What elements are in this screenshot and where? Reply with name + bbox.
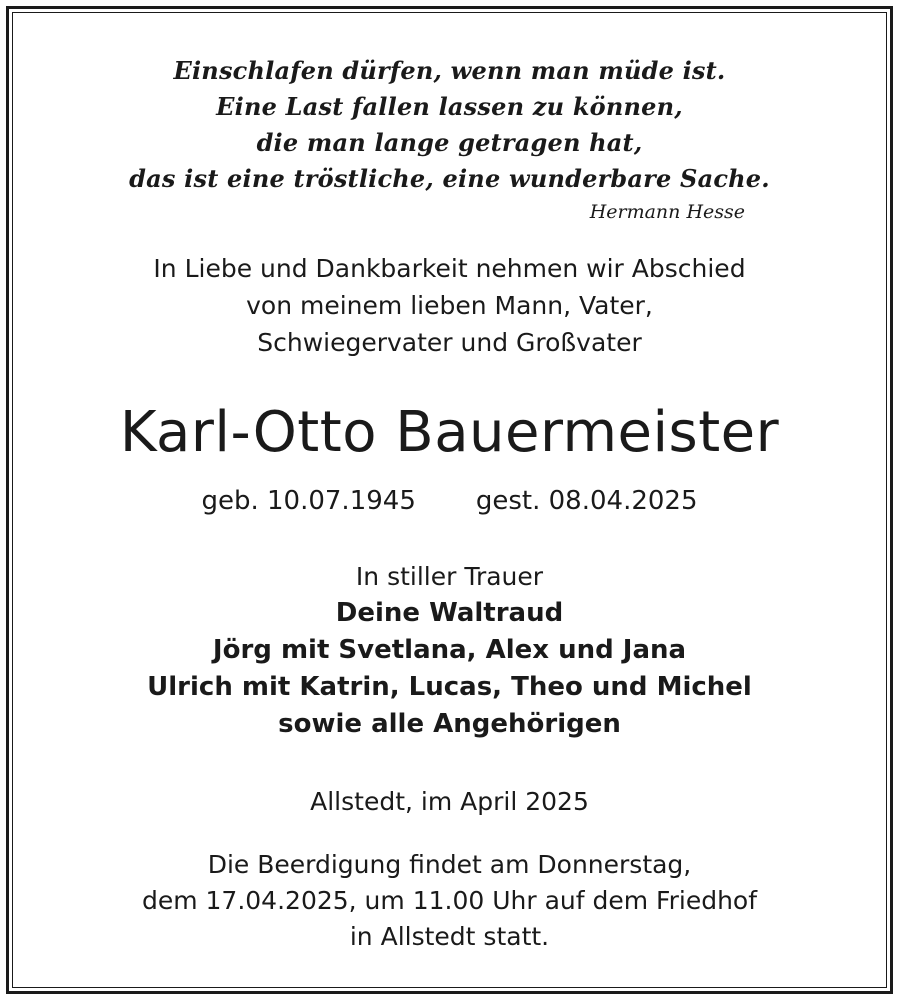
place-date: Allstedt, im April 2025 xyxy=(310,787,589,816)
life-dates xyxy=(12,488,887,514)
deceased-name: Karl-Otto Bauermeister xyxy=(119,400,780,465)
mourners-intro: In stiller Trauer xyxy=(355,562,544,591)
funeral-line: Die Beerdigung findet am Donnerstag, xyxy=(207,850,692,879)
quote-line: Einschlafen dürfen, wenn man müde ist. xyxy=(173,56,726,85)
birth-date: geb. 10.07.1945 xyxy=(201,486,416,516)
mourner-line: sowie alle Angehörigen xyxy=(278,709,621,739)
death-date: gest. 08.04.2025 xyxy=(475,486,698,516)
quote-line: die man lange getragen hat, xyxy=(256,128,643,157)
quote-line: Eine Last fallen lassen zu können, xyxy=(216,92,683,121)
funeral-line: in Allstedt statt. xyxy=(349,922,550,951)
mourner-line: Ulrich mit Katrin, Lucas, Theo und Michel xyxy=(147,672,752,702)
obituary-notice xyxy=(12,12,887,988)
mourner-line: Deine Waltraud xyxy=(335,598,564,628)
funeral-line: dem 17.04.2025, um 11.00 Uhr auf dem Friedhof xyxy=(141,886,758,915)
quote-author: Hermann Hesse xyxy=(589,201,745,223)
intro-line: von meinem lieben Mann, Vater, xyxy=(246,291,653,320)
quote-line: das ist eine tröstliche, eine wunderbare Sache. xyxy=(129,164,770,193)
mourner-line: Jörg mit Svetlana, Alex und Jana xyxy=(212,635,687,665)
intro-line: In Liebe und Dankbarkeit nehmen wir Abschied xyxy=(153,254,746,283)
intro-line: Schwiegervater und Großvater xyxy=(257,328,642,357)
